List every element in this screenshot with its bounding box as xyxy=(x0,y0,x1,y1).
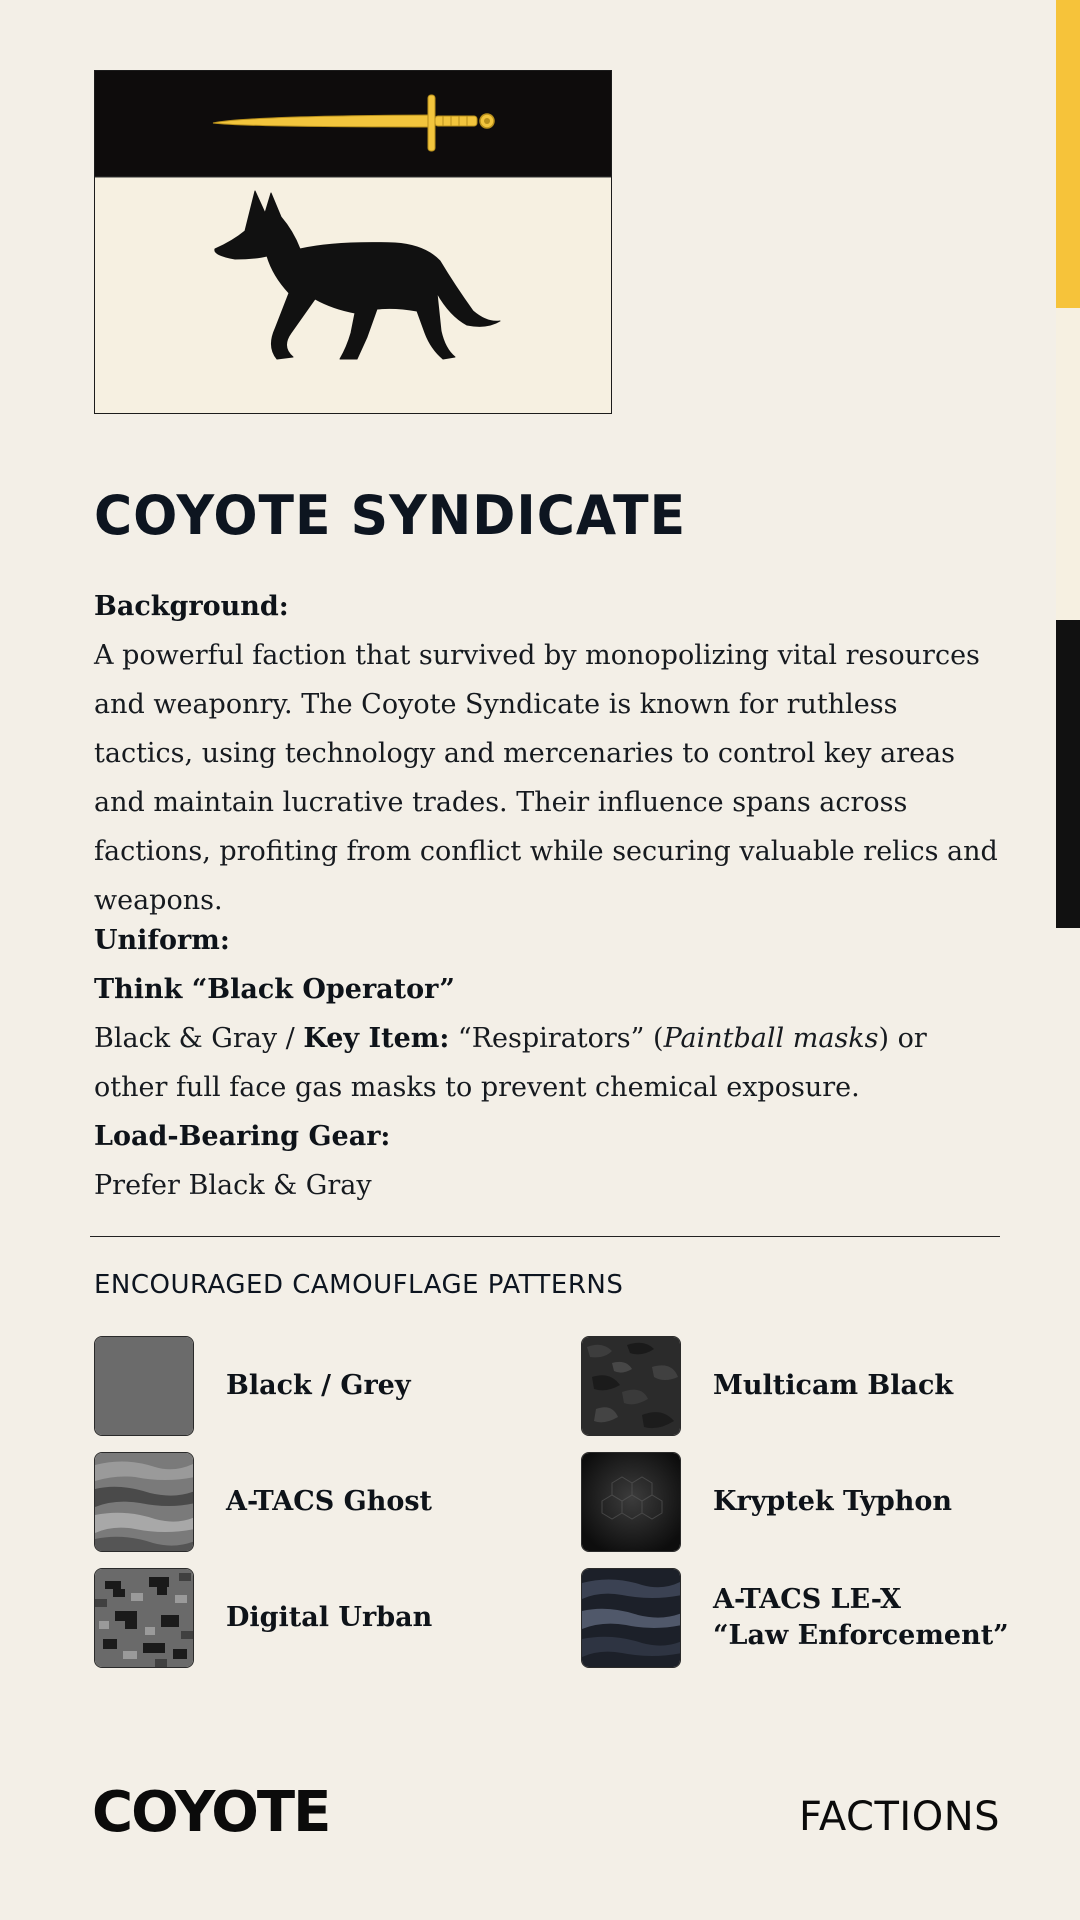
camo-name: Multicam Black xyxy=(713,1370,954,1401)
background-text: A powerful faction that survived by monopolizing vital resources and weaponry. The Coyote Syndicate is known for ruthless tactics, using technology and mercenaries to control key areas and maintain lucrative trades. Their influence spans across factions, profiting from conflict while securing valuable relics and weapons. xyxy=(94,640,998,916)
background-section xyxy=(94,582,1004,925)
camo-item-black-grey xyxy=(94,1336,524,1436)
key-item-text: “Respirators” ( xyxy=(449,1023,664,1054)
key-item-label: Key Item: xyxy=(303,1023,450,1054)
camo-swatch xyxy=(581,1568,681,1668)
camo-item-atacs-lex xyxy=(581,1568,1011,1668)
camo-name: Digital Urban xyxy=(226,1602,433,1633)
camo-name: Black / Grey xyxy=(226,1370,411,1401)
faction-flag xyxy=(94,70,612,414)
key-item-rest: ) or other full face gas masks to prevent chemical exposure. xyxy=(94,1023,927,1103)
camo-item-kryptek-typhon xyxy=(581,1452,1011,1552)
camo-heading: ENCOURAGED CAMOUFLAGE PATTERNS xyxy=(94,1270,624,1300)
section-divider xyxy=(90,1236,1000,1237)
background-label: Background: xyxy=(94,591,289,622)
camo-item-digital-urban xyxy=(94,1568,524,1668)
camo-name: A-TACS LE-X “Law Enforcement” xyxy=(713,1584,1009,1651)
camo-swatch xyxy=(94,1568,194,1668)
camo-item-multicam-black xyxy=(581,1336,1011,1436)
accent-bar-black xyxy=(1056,620,1080,928)
camo-swatch xyxy=(581,1452,681,1552)
footer-label: FACTIONS xyxy=(799,1794,1000,1840)
camo-swatch xyxy=(581,1336,681,1436)
camo-name: A-TACS Ghost xyxy=(226,1486,433,1517)
page-title: COYOTE SYNDICATE xyxy=(94,484,687,548)
camo-name: Kryptek Typhon xyxy=(713,1486,952,1517)
key-item-italic: Paintball masks xyxy=(663,1023,879,1054)
gear-label: Load-Bearing Gear: xyxy=(94,1121,391,1152)
accent-bar-yellow xyxy=(1056,0,1080,308)
uniform-label: Uniform: xyxy=(94,925,230,956)
footer-logo: COYOTE xyxy=(92,1780,330,1845)
uniform-theme: Think “Black Operator” xyxy=(94,974,455,1005)
gear-text: Prefer Black & Gray xyxy=(94,1170,372,1201)
uniform-colors: Black & Gray / xyxy=(94,1023,304,1054)
camo-swatch xyxy=(94,1336,194,1436)
uniform-key-item xyxy=(94,1014,1004,1112)
camo-swatch xyxy=(94,1452,194,1552)
camo-item-atacs-ghost xyxy=(94,1452,524,1552)
uniform-section xyxy=(94,916,1004,1210)
accent-bar-cream xyxy=(1056,308,1080,620)
